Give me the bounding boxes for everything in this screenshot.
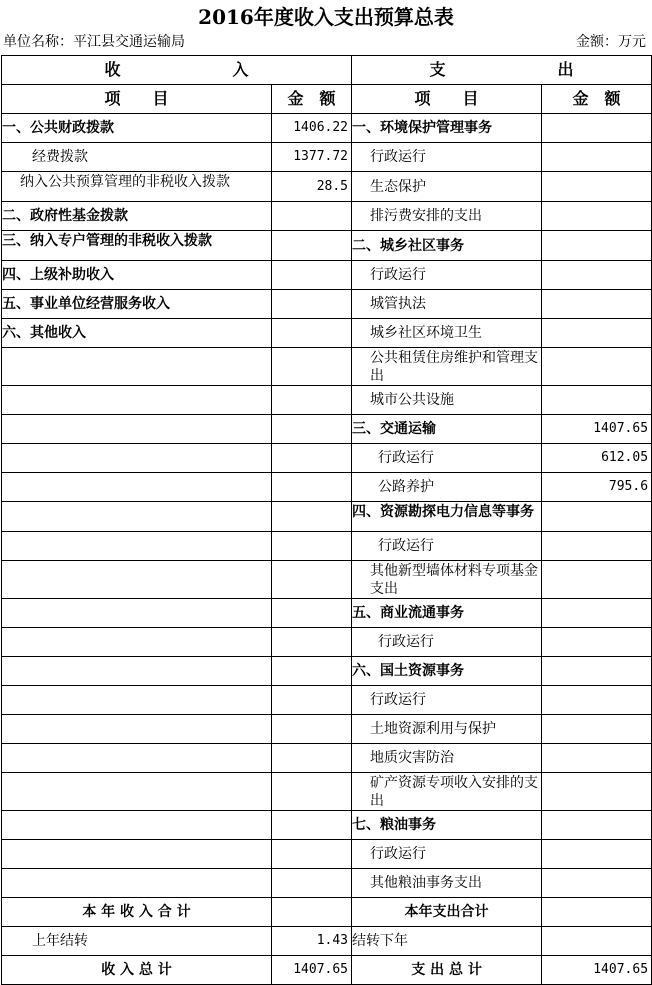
carryover-in-amount: 1.43: [272, 927, 352, 956]
expense-amount-cell: [542, 744, 652, 773]
expense-item-cell: 地质灾害防治: [352, 744, 542, 773]
expense-item-cell: 其他粮油事务支出: [352, 869, 542, 898]
income-item-cell: 纳入公共预算管理的非税收入拨款: [2, 172, 272, 202]
income-amount-cell: [272, 628, 352, 657]
expense-item-cell: 城管执法: [352, 290, 542, 319]
income-amount-cell: [272, 811, 352, 840]
expense-amount-cell: [542, 319, 652, 348]
income-amount-cell: [272, 261, 352, 290]
expense-amount-cell: [542, 561, 652, 599]
income-amount-cell: [272, 869, 352, 898]
income-item-cell: [2, 473, 272, 502]
expense-amount-cell: [542, 628, 652, 657]
expense-amount-cell: [542, 202, 652, 231]
expense-item-cell: 其他新型墙体材料专项基金支出: [352, 561, 542, 599]
expense-amount-cell: [542, 657, 652, 686]
table-row: [2, 628, 652, 657]
income-item-cell: [2, 561, 272, 599]
income-amount-cell: [272, 290, 352, 319]
income-amount-cell: 1377.72: [272, 143, 352, 172]
income-amount-cell: [272, 532, 352, 561]
income-amount-cell: [272, 319, 352, 348]
income-amount-cell: [272, 444, 352, 473]
income-item-cell: 六、其他收入: [2, 319, 272, 348]
expense-grand-total-label: 支 出 总 计: [352, 956, 542, 985]
income-grand-total-amount: 1407.65: [272, 956, 352, 985]
expense-amount-cell: 795.6: [542, 473, 652, 502]
table-row: [2, 473, 652, 502]
expense-item-cell: 二、城乡社区事务: [352, 231, 542, 261]
column-header-row: [2, 85, 652, 114]
table-row: [2, 415, 652, 444]
income-item-cell: 三、纳入专户管理的非税收入拨款: [2, 231, 272, 261]
income-item-cell: [2, 686, 272, 715]
expense-amount-cell: [542, 840, 652, 869]
amount-unit: 金额：万元: [576, 34, 646, 50]
total-row: [2, 898, 652, 927]
expense-amount-cell: [542, 869, 652, 898]
expense-amount-cell: [542, 715, 652, 744]
expense-item-cell: 排污费安排的支出: [352, 202, 542, 231]
expense-amount-cell: [542, 172, 652, 202]
table-row: [2, 261, 652, 290]
table-row: [2, 744, 652, 773]
expense-item-cell: 土地资源利用与保护: [352, 715, 542, 744]
expense-item-cell: 行政运行: [352, 840, 542, 869]
carryover-out-amount: [542, 927, 652, 956]
income-amount-cell: [272, 202, 352, 231]
income-item-cell: [2, 628, 272, 657]
expense-amount-cell: [542, 231, 652, 261]
expense-item-cell: 六、国土资源事务: [352, 657, 542, 686]
table-row: [2, 811, 652, 840]
income-item-cell: [2, 657, 272, 686]
expense-item-cell: 四、资源勘探电力信息等事务: [352, 502, 542, 532]
expense-item-cell: 城市公共设施: [352, 386, 542, 415]
income-item-cell: 经费拨款: [2, 143, 272, 172]
expense-amount-cell: [542, 261, 652, 290]
expense-year-total-amount: [542, 898, 652, 927]
expense-amount-cell: [542, 599, 652, 628]
section-header-row: [2, 56, 652, 85]
income-item-cell: [2, 415, 272, 444]
income-item-cell: 四、上级补助收入: [2, 261, 272, 290]
income-year-total-label: 本 年 收 入 合 计: [2, 898, 272, 927]
income-item-cell: 五、事业单位经营服务收入: [2, 290, 272, 319]
expense-amount-cell: [542, 386, 652, 415]
table-row: [2, 715, 652, 744]
income-amount-cell: 1406.22: [272, 114, 352, 143]
income-amount-cell: [272, 502, 352, 532]
table-row: [2, 773, 652, 811]
table-row: [2, 869, 652, 898]
carryover-in-label: 上年结转: [2, 927, 272, 956]
expense-amount-header: 金 额: [542, 85, 652, 114]
income-amount-cell: [272, 773, 352, 811]
table-row: [2, 319, 652, 348]
income-grand-total-label: 收 入 总 计: [2, 956, 272, 985]
expense-year-total-label: 本年支出合计: [352, 898, 542, 927]
expense-item-cell: 行政运行: [352, 143, 542, 172]
expense-amount-cell: [542, 143, 652, 172]
income-item-cell: 一、公共财政拨款: [2, 114, 272, 143]
income-item-cell: [2, 715, 272, 744]
expense-item-cell: 行政运行: [352, 628, 542, 657]
table-row: [2, 386, 652, 415]
expense-item-cell: 公共租赁住房维护和管理支出: [352, 348, 542, 386]
expense-item-cell: 矿产资源专项收入安排的支出: [352, 773, 542, 811]
income-amount-cell: [272, 561, 352, 599]
expense-amount-cell: [542, 348, 652, 386]
income-item-cell: [2, 811, 272, 840]
income-item-cell: [2, 348, 272, 386]
income-amount-cell: [272, 686, 352, 715]
income-item-cell: 二、政府性基金拨款: [2, 202, 272, 231]
expense-grand-total-amount: 1407.65: [542, 956, 652, 985]
income-amount-cell: [272, 599, 352, 628]
total-row: [2, 927, 652, 956]
expense-amount-cell: [542, 290, 652, 319]
expense-amount-cell: [542, 811, 652, 840]
total-row: [2, 956, 652, 985]
expense-amount-cell: [542, 532, 652, 561]
carryover-out-label: 结转下年: [352, 927, 542, 956]
expense-item-cell: 行政运行: [352, 686, 542, 715]
table-row: [2, 657, 652, 686]
income-item-cell: [2, 532, 272, 561]
expense-item-cell: 城乡社区环境卫生: [352, 319, 542, 348]
expense-amount-cell: 612.05: [542, 444, 652, 473]
income-item-cell: [2, 599, 272, 628]
income-amount-header: 金 额: [272, 85, 352, 114]
income-item-header: 项 目: [2, 85, 272, 114]
expense-item-cell: 一、环境保护管理事务: [352, 114, 542, 143]
table-row: [2, 561, 652, 599]
expense-amount-cell: [542, 686, 652, 715]
expense-amount-cell: [542, 114, 652, 143]
income-amount-cell: [272, 744, 352, 773]
table-row: [2, 599, 652, 628]
expense-item-cell: 三、交通运输: [352, 415, 542, 444]
expense-amount-cell: 1407.65: [542, 415, 652, 444]
budget-table: [1, 55, 652, 985]
income-item-cell: [2, 502, 272, 532]
expense-amount-cell: [542, 773, 652, 811]
expense-header: 支 出: [352, 56, 652, 85]
page-title: 2016年度收入支出预算总表: [198, 5, 454, 29]
income-amount-cell: [272, 386, 352, 415]
income-item-cell: [2, 869, 272, 898]
table-row: [2, 114, 652, 143]
table-row: [2, 172, 652, 202]
income-item-cell: [2, 386, 272, 415]
table-row: [2, 840, 652, 869]
income-amount-cell: [272, 840, 352, 869]
table-row: [2, 686, 652, 715]
income-amount-cell: [272, 231, 352, 261]
expense-amount-cell: [542, 502, 652, 532]
expense-item-cell: 行政运行: [352, 532, 542, 561]
expense-item-cell: 七、粮油事务: [352, 811, 542, 840]
table-row: [2, 231, 652, 261]
expense-item-cell: 生态保护: [352, 172, 542, 202]
expense-item-cell: 行政运行: [352, 261, 542, 290]
table-row: [2, 444, 652, 473]
expense-item-cell: 公路养护: [352, 473, 542, 502]
income-amount-cell: [272, 715, 352, 744]
table-row: [2, 348, 652, 386]
income-amount-cell: 28.5: [272, 172, 352, 202]
table-row: [2, 143, 652, 172]
table-row: [2, 532, 652, 561]
income-item-cell: [2, 744, 272, 773]
table-row: [2, 290, 652, 319]
income-amount-cell: [272, 657, 352, 686]
expense-item-cell: 行政运行: [352, 444, 542, 473]
income-item-cell: [2, 840, 272, 869]
income-amount-cell: [272, 415, 352, 444]
income-year-total-amount: [272, 898, 352, 927]
expense-item-header: 项 目: [352, 85, 542, 114]
income-amount-cell: [272, 348, 352, 386]
expense-item-cell: 五、商业流通事务: [352, 599, 542, 628]
income-amount-cell: [272, 473, 352, 502]
income-header: 收 入: [2, 56, 352, 85]
table-row: [2, 202, 652, 231]
unit-name: 单位名称：平江县交通运输局: [3, 34, 185, 50]
income-item-cell: [2, 773, 272, 811]
table-row: [2, 502, 652, 532]
income-item-cell: [2, 444, 272, 473]
